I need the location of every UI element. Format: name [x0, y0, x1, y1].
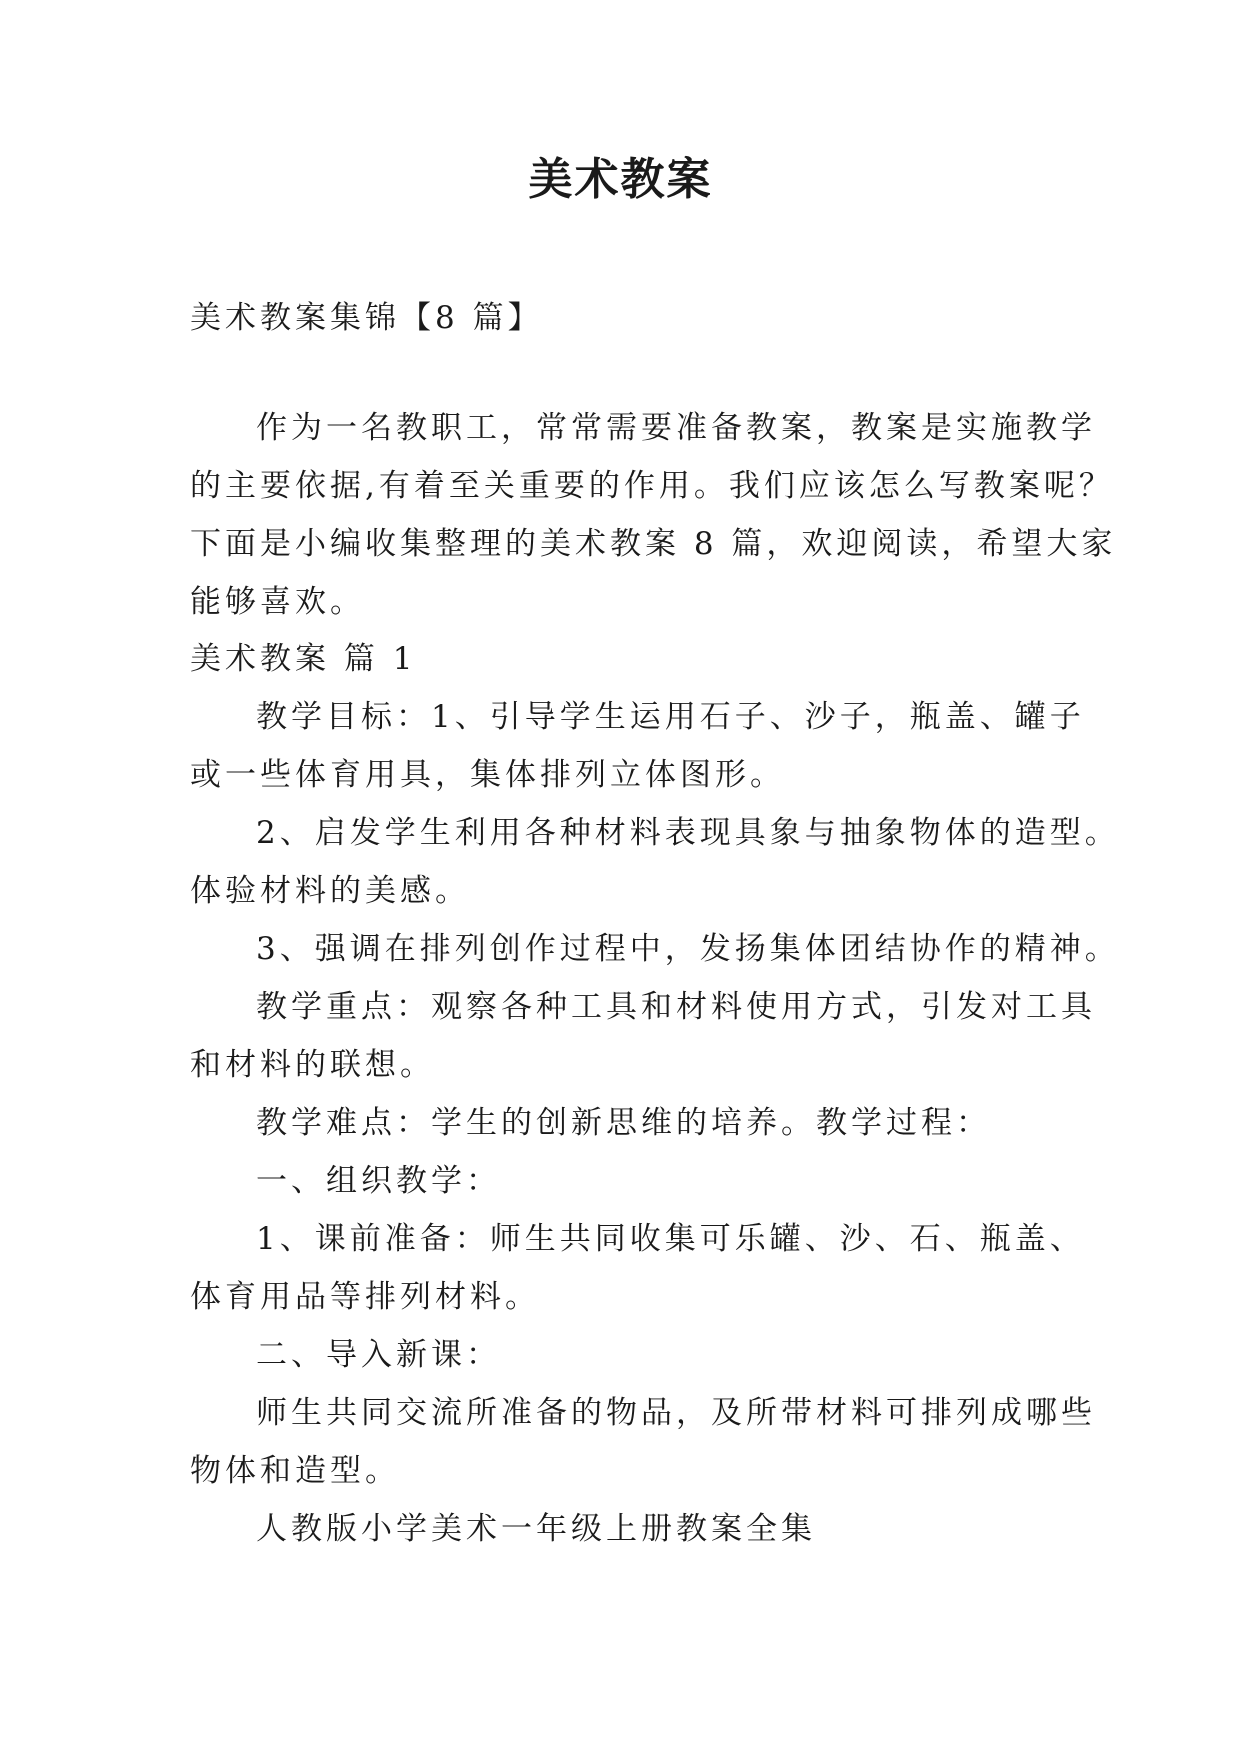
document-title: 美术教案	[528, 154, 713, 205]
paragraph-line: 二、导入新课：	[256, 1337, 501, 1373]
paragraph-line: 或一些体育用具，集体排列立体图形。	[190, 757, 785, 793]
paragraph-line: 2、启发学生利用各种材料表现具象与抽象物体的造型。	[256, 815, 1120, 851]
paragraph-line: 教学难点：学生的创新思维的培养。教学过程：	[256, 1105, 991, 1141]
document-subtitle: 美术教案集锦【8 篇】	[190, 300, 543, 336]
paragraph-line: 体验材料的美感。	[190, 873, 470, 909]
paragraph-line: 一、组织教学：	[256, 1163, 501, 1199]
paragraph-line: 下面是小编收集整理的美术教案 8 篇，欢迎阅读，希望大家	[190, 526, 1117, 562]
paragraph-line: 体育用品等排列材料。	[190, 1279, 540, 1315]
paragraph-line: 作为一名教职工，常常需要准备教案，教案是实施教学	[256, 410, 1096, 446]
paragraph-line: 能够喜欢。	[190, 584, 365, 620]
paragraph-line: 师生共同交流所准备的物品，及所带材料可排列成哪些	[256, 1395, 1096, 1431]
section-heading: 美术教案 篇 1	[190, 641, 417, 677]
paragraph-line: 的主要依据,有着至关重要的作用。我们应该怎么写教案呢？	[190, 468, 1114, 504]
paragraph-line: 物体和造型。	[190, 1453, 400, 1489]
paragraph-line: 1、课前准备：师生共同收集可乐罐、沙、石、瓶盖、	[256, 1221, 1085, 1257]
paragraph-line: 教学重点：观察各种工具和材料使用方式，引发对工具	[256, 989, 1096, 1025]
paragraph-line: 人教版小学美术一年级上册教案全集	[256, 1511, 816, 1547]
paragraph-line: 3、强调在排列创作过程中，发扬集体团结协作的精神。	[256, 931, 1120, 967]
paragraph-line: 和材料的联想。	[190, 1047, 435, 1083]
paragraph-line: 教学目标：1、引导学生运用石子、沙子，瓶盖、罐子	[256, 699, 1085, 735]
